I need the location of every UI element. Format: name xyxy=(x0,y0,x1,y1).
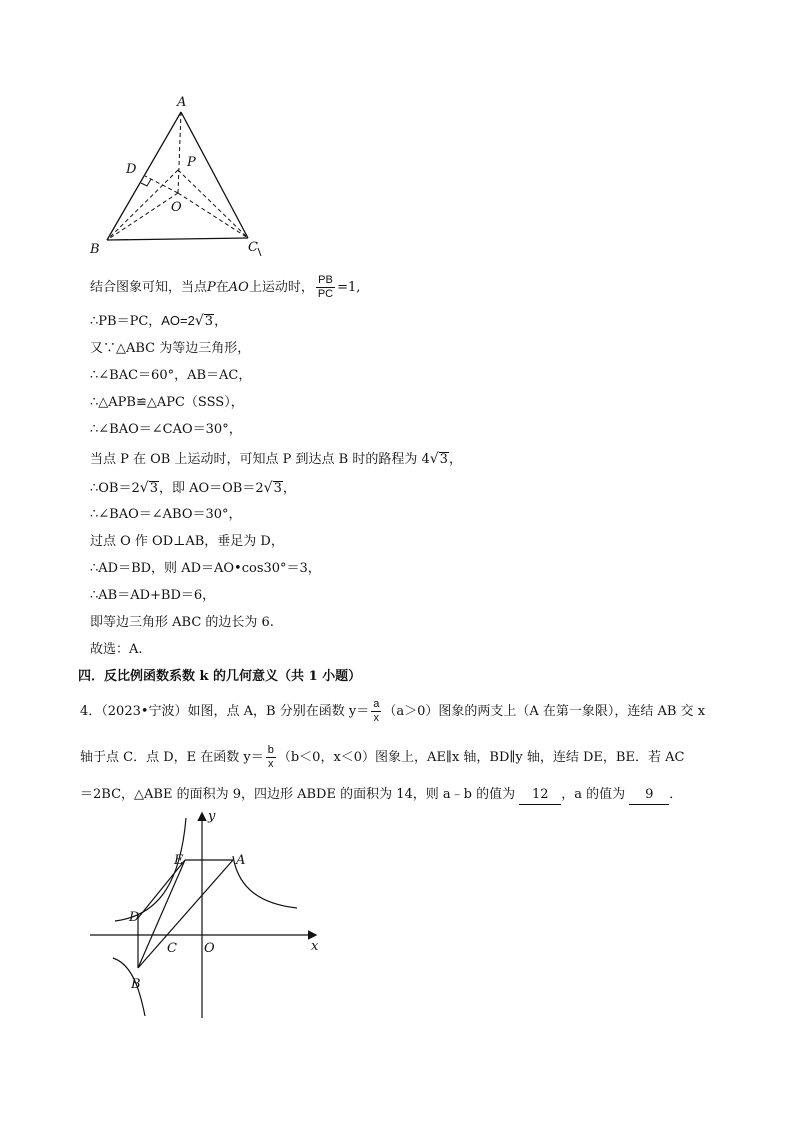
solution-line-6: ∴∠BAO＝∠CAO＝30°， xyxy=(90,422,242,437)
triangle-figure xyxy=(80,90,280,260)
answer-blank-1: 12 xyxy=(519,786,561,805)
side-bc xyxy=(107,238,248,240)
segment-od xyxy=(145,176,178,193)
label-b: B xyxy=(90,242,100,257)
solution-line-2: ∴PB＝PC，AO=2√3， xyxy=(90,313,228,329)
answer-blank-2: 9 xyxy=(629,786,669,805)
label-o: O xyxy=(171,200,182,215)
label-x: x xyxy=(311,939,319,954)
label-d: D xyxy=(126,162,137,177)
sqrt-sign: √ xyxy=(429,451,439,467)
label-b2: B xyxy=(131,977,141,992)
side-ab xyxy=(107,112,181,240)
solution-line-7: 当点 P 在 OB 上运动时，可知点 P 到达点 B 时的路程为 4√3， xyxy=(90,451,462,467)
fraction-pb-pc: $\frac{PB}{PC}$ xyxy=(317,274,334,300)
label-y: y xyxy=(208,809,216,824)
hyperbola-graph xyxy=(85,808,335,1023)
solution-line-14: 故选：A. xyxy=(90,642,143,657)
segment-oc xyxy=(178,193,248,238)
solution-line-9: ∴∠BAO＝∠ABO＝30°， xyxy=(90,507,242,522)
segment-pc xyxy=(178,170,248,238)
label-c: C xyxy=(248,240,258,255)
label-o2: O xyxy=(204,941,215,956)
segment-be xyxy=(138,860,185,968)
problem4-line-3: ＝2BC，△ABE 的面积为 9，四边形 ABDE 的面积为 14，则 a﹣b 的值为 12 ，a 的值为 9 ． xyxy=(80,786,682,805)
curve-b-second-quadrant xyxy=(115,818,186,921)
fraction-a-over-x: $\frac{a}{x}$ xyxy=(373,698,380,724)
solution-line-3: 又∵△ABC 为等边三角形， xyxy=(90,341,251,356)
solution-line-11: ∴AD＝BD，则 AD＝AO•cos30°＝3， xyxy=(90,561,321,576)
label-d2: D xyxy=(129,910,140,925)
solution-line-8: ∴OB＝2√3，即 AO＝OB＝2√3， xyxy=(90,480,296,496)
solution-line-10: 过点 O 作 OD⊥AB，垂足为 D， xyxy=(90,534,284,549)
problem4-line-1: 4．（2023•宁波）如图，点 A，B 分别在函数 y＝ $\frac{a}{x}$ （a＞0）图象的两支上（A 在第一象限），连结 AB 交 x xyxy=(80,698,706,724)
sqrt-sign: √ xyxy=(139,480,149,496)
section-heading: 四．反比例函数系数 k 的几何意义（共 1 小题） xyxy=(78,669,362,684)
segment-ao xyxy=(178,112,181,193)
side-ac xyxy=(181,112,248,238)
solution-line-1: 结合图象可知，当点P在AO上运动时， $\frac{PB}{PC}$ =1, xyxy=(90,274,361,300)
sqrt-sign: √ xyxy=(194,313,204,329)
label-c2: C xyxy=(167,941,177,956)
sqrt-sign: √ xyxy=(263,480,273,496)
label-a: A xyxy=(177,95,187,110)
problem4-line-2: 轴于点 C．点 D，E 在函数 y＝ $\frac{b}{x}$ （b＜0，x＜0）图象上，AE∥x 轴，BD∥y 轴，连结 DE，BE．若 AC xyxy=(80,744,685,770)
segment-ab xyxy=(138,860,233,968)
solution-line-4: ∴∠BAC＝60°，AB＝AC， xyxy=(90,368,252,383)
right-angle-mark xyxy=(141,179,151,186)
fraction-b-over-x: $\frac{b}{x}$ xyxy=(267,744,274,770)
stray-mark xyxy=(258,248,261,256)
solution-line-12: ∴AB＝AD+BD＝6， xyxy=(90,588,216,603)
segment-pb xyxy=(107,170,178,240)
solution-line-5: ∴△APB≌△APC（SSS）， xyxy=(90,395,244,410)
label-p: P xyxy=(187,155,196,170)
label-e: E xyxy=(174,853,184,868)
segment-de xyxy=(138,860,185,918)
solution-line-13: 即等边三角形 ABC 的边长为 6. xyxy=(90,615,274,630)
segment-ob xyxy=(107,193,178,240)
label-a2: A xyxy=(236,853,246,868)
